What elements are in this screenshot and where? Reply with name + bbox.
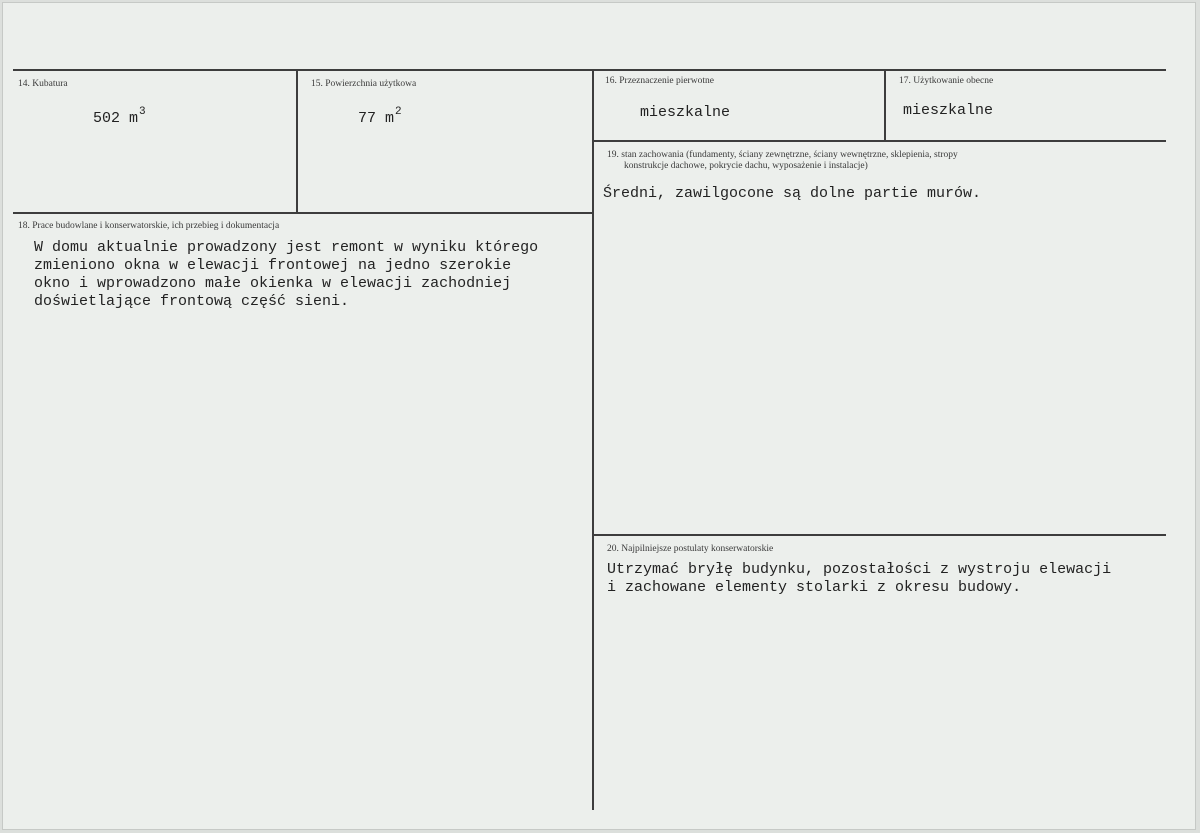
field-20-line-2: i zachowane elementy stolarki z okresu budowy. [607, 579, 1022, 596]
powierzchnia-number: 77 m [358, 110, 395, 127]
field-20-line-1: Utrzymać bryłę budynku, pozostałości z wystroju elewacji [607, 561, 1112, 578]
field-19-label-line-1: 19. stan zachowania (fundamenty, ściany zewnętrzne, ściany wewnętrzne, sklepienia, stropy [607, 150, 958, 160]
field-16-label: 16. Przeznaczenie pierwotne [605, 76, 714, 86]
field-17-value: mieszkalne [903, 102, 994, 119]
field-19-value: Średni, zawilgocone są dolne partie murów. [603, 185, 982, 202]
field-17-label: 17. Użytkowanie obecne [899, 76, 994, 86]
field-18-line-3: okno i wprowadzono małe okienka w elewacji zachodniej [34, 275, 512, 292]
rule-under-14-15 [13, 212, 593, 214]
field-14-value [93, 106, 146, 130]
field-15-value [358, 106, 402, 130]
powierzchnia-exponent: 2 [395, 106, 402, 118]
field-15-label: 15. Powierzchnia użytkowa [311, 79, 417, 89]
field-14-label: 14. Kubatura [18, 79, 68, 89]
kubatura-exponent: 3 [139, 106, 146, 118]
field-20-label: 20. Najpilniejsze postulaty konserwatorskie [607, 544, 774, 554]
top-rule [13, 69, 1166, 71]
field-18-line-2: zmieniono okna w elewacji frontowej na jedno szerokie [34, 257, 512, 274]
rule-under-16-17 [593, 140, 1166, 142]
rule-above-20 [593, 534, 1166, 536]
field-19-label-line-2: konstrukcje dachowe, pokrycie dachu, wyposażenie i instalacje) [624, 161, 868, 171]
inventory-card [2, 2, 1196, 830]
divider-main [592, 70, 594, 810]
divider-14-15 [296, 70, 298, 213]
field-18-line-4: doświetlające frontową część sieni. [34, 293, 350, 310]
field-18-label: 18. Prace budowlane i konserwatorskie, ich przebieg i dokumentacja [18, 221, 280, 231]
kubatura-number: 502 m [93, 110, 139, 127]
divider-16-17 [884, 70, 886, 141]
field-16-value: mieszkalne [640, 104, 731, 121]
field-18-line-1: W domu aktualnie prowadzony jest remont w wyniku którego [34, 239, 539, 256]
